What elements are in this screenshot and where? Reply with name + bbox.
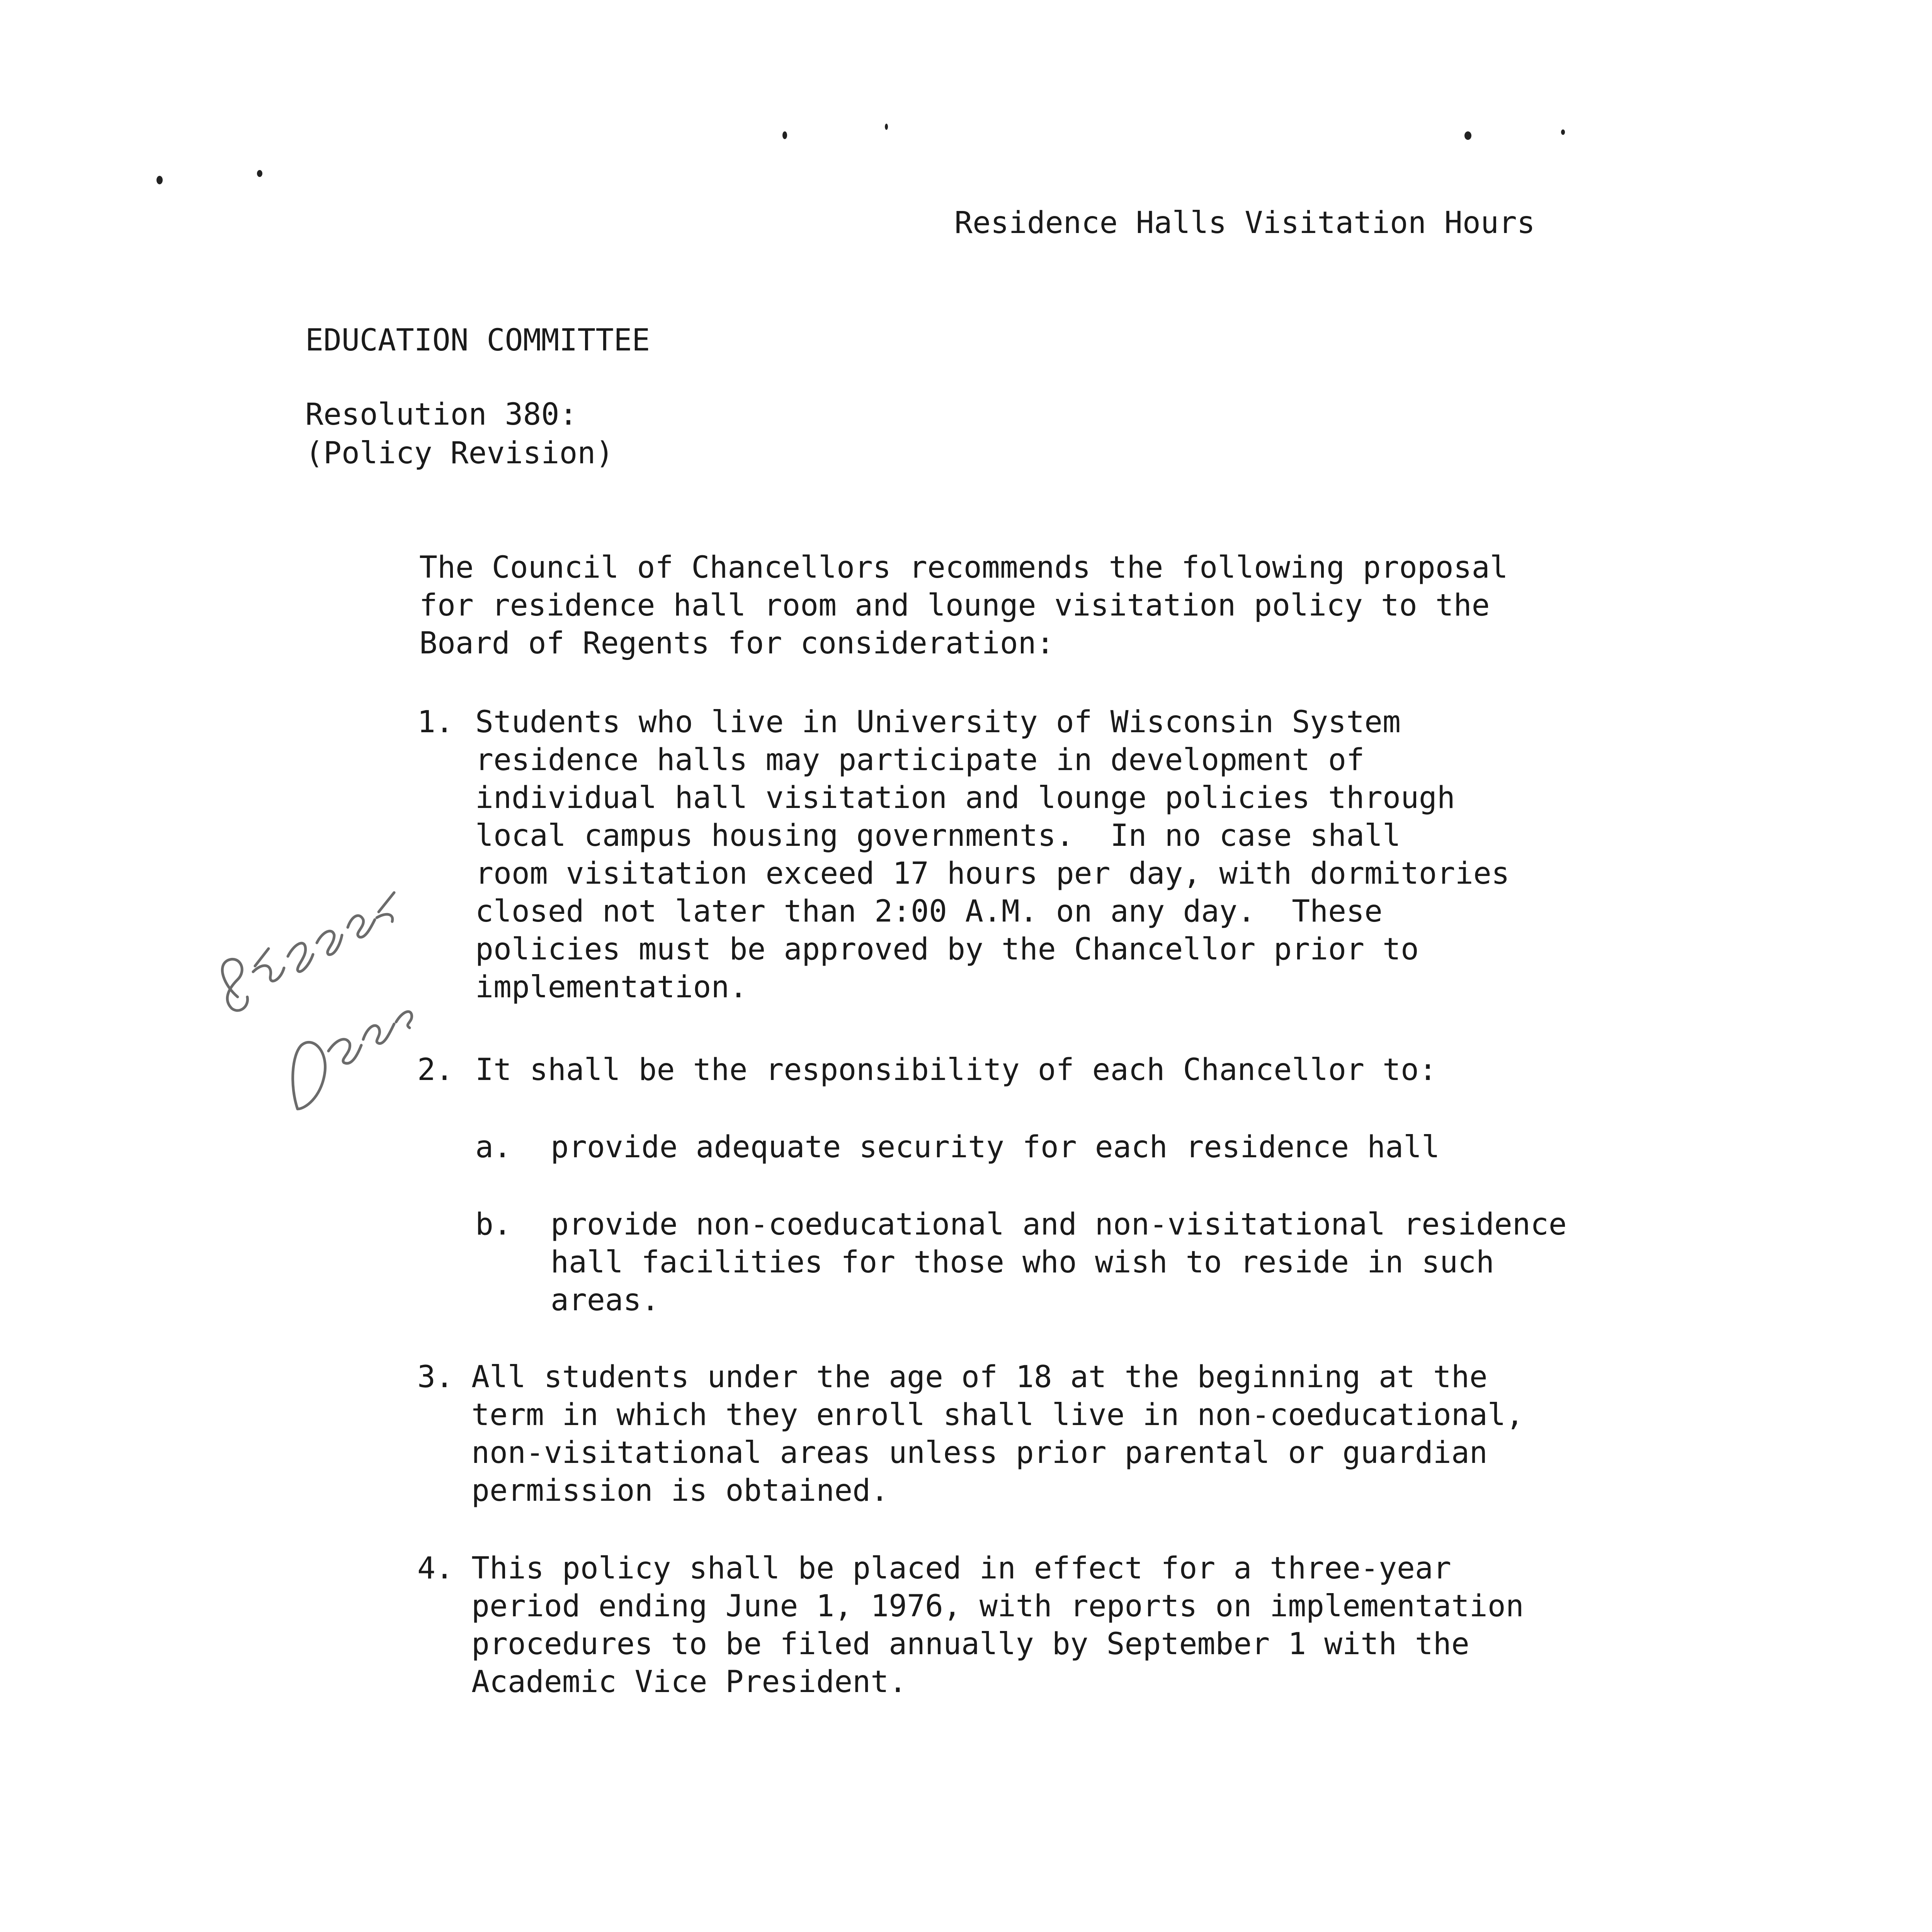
handwritten-margin-note xyxy=(201,869,433,1140)
scan-speck xyxy=(156,176,163,184)
list-item-number: 3. xyxy=(417,1360,454,1395)
list-item-number: 2. xyxy=(417,1053,454,1087)
sub-item-letter: b. xyxy=(475,1207,512,1242)
list-item-text: This policy shall be placed in effect for a three-year period ending June 1, 1976, with reports on implementation procedures to be filed annually by September 1 with the Academic Vice President. xyxy=(471,1551,1524,1699)
scan-speck xyxy=(782,131,787,139)
scan-speck xyxy=(1561,129,1565,135)
list-item-text: All students under the age of 18 at the beginning at the term in which they enroll shall live in non-coeducational, non-visitational areas unless prior parental or guardian permission is obtained. xyxy=(471,1360,1524,1508)
scan-speck xyxy=(257,170,262,177)
list-item-number: 1. xyxy=(417,705,454,740)
sub-item-letter: a. xyxy=(475,1130,512,1165)
intro-paragraph: The Council of Chancellors recommends the following proposal for residence hall room and lounge visitation policy to the Board of Regents for consideration: xyxy=(419,550,1508,661)
list-item-number: 4. xyxy=(417,1551,454,1586)
list-item-text: Students who live in University of Wisconsin System residence halls may participate in development of individual hall visitation and lounge policies through local campus housing governments. In no case shall room visitation exceed 17 hours per day, with dormitories closed not later than 2:00 A.M. on any day. These policies must be approved by the Chancellor prior to implementation. xyxy=(475,705,1510,1005)
scan-speck xyxy=(885,124,888,130)
resolution-number: Resolution 380: xyxy=(305,397,578,432)
sub-item-text: provide adequate security for each residence hall xyxy=(551,1130,1440,1165)
committee-name: EDUCATION COMMITTEE xyxy=(305,323,650,358)
sub-item-text: provide non-coeducational and non-visitational residence hall facilities for those who wish to reside in such areas. xyxy=(551,1207,1567,1318)
resolution-subtitle: (Policy Revision) xyxy=(305,436,614,471)
list-item-text: It shall be the responsibility of each Chancellor to: xyxy=(475,1053,1437,1087)
scan-speck xyxy=(1464,131,1471,140)
document-title: Residence Halls Visitation Hours xyxy=(954,206,1535,240)
